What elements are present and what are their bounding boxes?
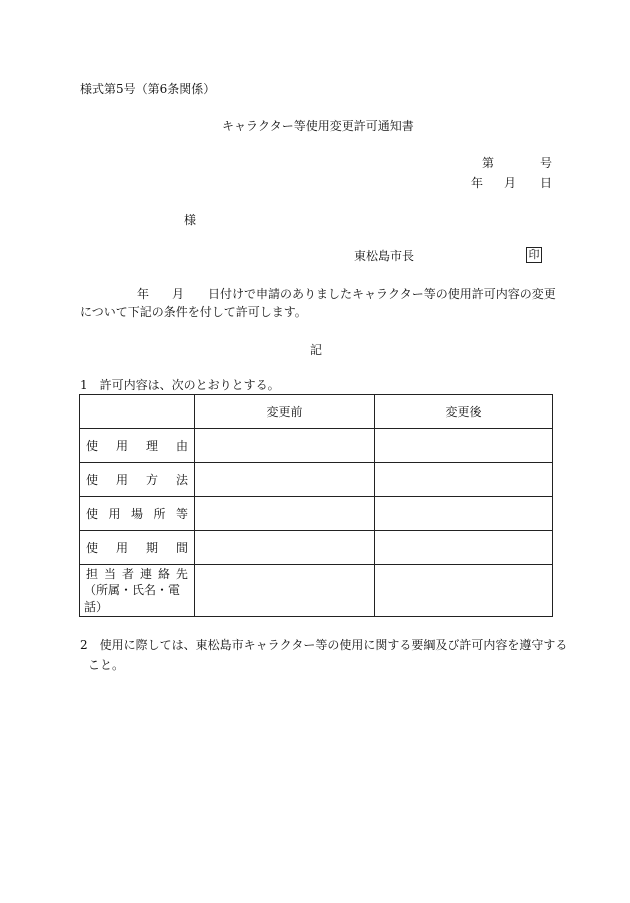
table-header-blank [80,395,195,429]
document-title: キャラクター等使用変更許可通知書 [222,119,414,133]
contact-detail-label: （所属・氏名・電話） [84,583,181,614]
row-label-usage-reason [80,429,195,463]
label-char: 絡 [157,567,170,581]
label-char: 所 [153,507,166,521]
body-month-label: 月 [172,287,185,301]
label-char: 等 [175,507,188,521]
label-char: 由 [175,439,188,453]
table-row [80,565,553,617]
row-label-usage-period [80,531,195,565]
label-char: 者 [121,567,134,581]
label-char: 方 [145,473,158,487]
label-char: 用 [115,541,128,555]
body-text-rest: 日付けで申請のありましたキャラクター等の使用許可内容の変更 [208,287,556,301]
contact-after-cell[interactable] [375,565,553,617]
usage-method-after-cell[interactable] [375,463,553,497]
usage-location-after-cell[interactable] [375,497,553,531]
usage-reason-before-cell[interactable] [195,429,375,463]
label-char: 担 [86,567,99,581]
row-label-contact [80,565,195,617]
date-year-label: 年 [471,176,484,190]
body-text-line2: について下記の条件を付して許可します。 [80,305,307,319]
table-row [80,429,553,463]
date-month-label: 月 [504,176,517,190]
label-char: 用 [115,473,128,487]
label-char: 当 [103,567,116,581]
label-char: 先 [175,567,188,581]
table-row [80,463,553,497]
usage-reason-after-cell[interactable] [375,429,553,463]
label-char: 理 [145,439,158,453]
label-char: 使 [86,507,99,521]
seal-mark: 印 [526,247,542,263]
usage-location-before-cell[interactable] [195,497,375,531]
table-row [80,497,553,531]
label-char: 用 [115,439,128,453]
label-char: 間 [175,541,188,555]
label-char: 用 [108,507,121,521]
form-number: 様式第5号（第6条関係） [80,82,216,96]
ki-heading: 記 [310,343,323,357]
body-text-line1 [80,287,556,301]
label-char: 期 [145,541,158,555]
usage-period-before-cell[interactable] [195,531,375,565]
item-2-text-line1: 2 使用に際しては、東松島市キャラクター等の使用に関する要綱及び許可内容を遵守する [80,638,568,652]
sender-name: 東松島市長 [354,249,415,263]
row-label-usage-location [80,497,195,531]
body-year-label: 年 [137,287,150,301]
column-after-header: 変更後 [375,395,553,429]
item-1-text: 1 許可内容は、次のとおりとする。 [80,378,280,392]
date-day-label: 日 [540,176,553,190]
contact-before-cell[interactable] [195,565,375,617]
item-2-text-line2: こと。 [88,658,125,672]
table-header-row [80,395,553,429]
label-char: 使 [86,473,99,487]
reference-number-suffix: 号 [540,156,553,170]
row-label-usage-method [80,463,195,497]
reference-number-prefix: 第 [482,156,495,170]
label-char: 使 [86,541,99,555]
usage-method-before-cell[interactable] [195,463,375,497]
usage-period-after-cell[interactable] [375,531,553,565]
label-char: 場 [130,507,143,521]
label-char: 連 [139,567,152,581]
addressee-honorific: 様 [184,213,197,227]
label-char: 使 [86,439,99,453]
change-details-table [79,394,553,617]
label-char: 法 [175,473,188,487]
column-before-header: 変更前 [195,395,375,429]
table-row [80,531,553,565]
